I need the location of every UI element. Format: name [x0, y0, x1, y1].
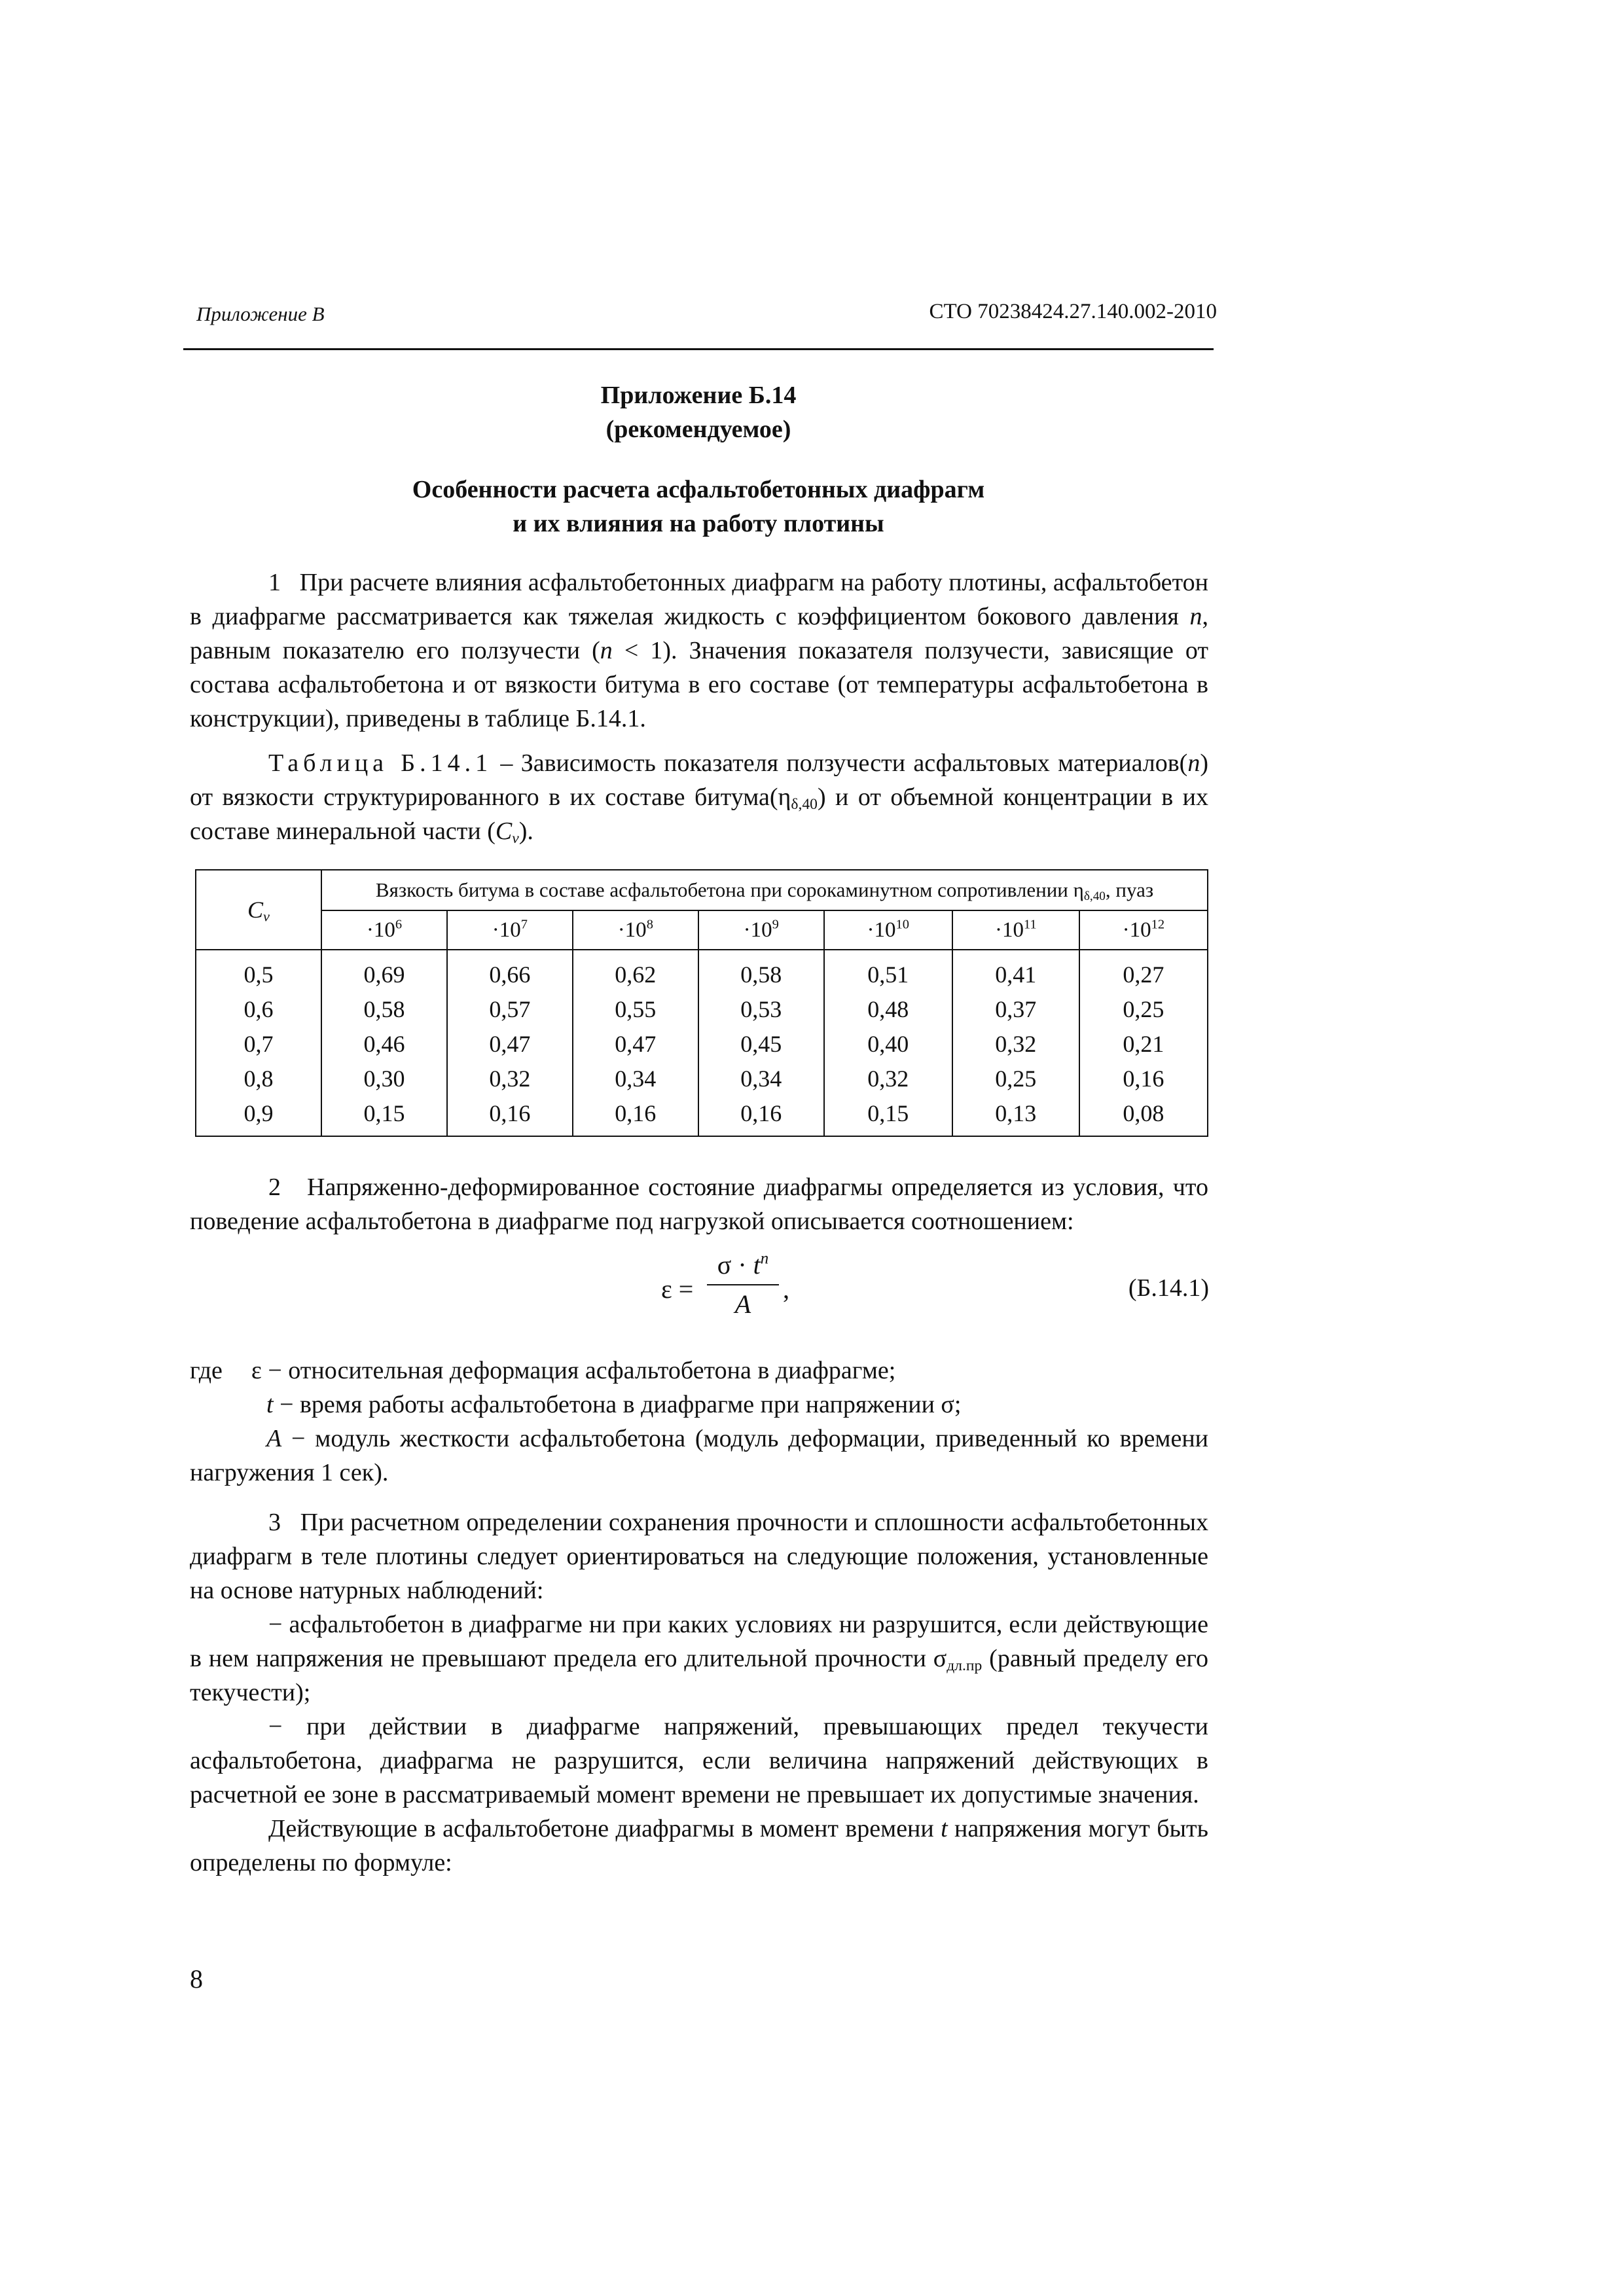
viscosity-column-header	[447, 910, 573, 950]
paragraph-2	[190, 1170, 1208, 1238]
table-cell: 0,40	[824, 1026, 952, 1061]
table-row	[196, 992, 1208, 1026]
formula-denominator: A	[734, 1289, 751, 1319]
column-exponent: 10	[895, 916, 909, 931]
table-row	[196, 1096, 1208, 1136]
section-heading-line-2: и их влияния на работу плотины	[513, 510, 884, 537]
table-cell: 0,69	[321, 950, 447, 992]
section-heading-line-1: Особенности расчета асфальтобетонных диафрагм	[412, 476, 985, 503]
where-line-a	[190, 1422, 1208, 1490]
table-cell: 0,32	[447, 1061, 573, 1096]
table-cell: 0,08	[1079, 1096, 1208, 1136]
eta-subscript: δ,40	[791, 795, 818, 813]
list-item	[190, 1607, 1208, 1710]
header-rule	[183, 348, 1214, 350]
paragraph-text: , равным показателю его ползучести (	[190, 603, 1208, 664]
a-symbol: A	[266, 1425, 282, 1452]
caption-text: – Зависимость показателя ползучести асфальтовых материалов(	[492, 749, 1188, 777]
table-cell: 0,53	[698, 992, 824, 1026]
table-cell: 0,41	[952, 950, 1079, 992]
running-header-right: СТО 70238424.27.140.002-2010	[929, 300, 1217, 323]
column-exponent: 6	[395, 916, 403, 931]
table-label: Таблица Б.14.1	[268, 749, 493, 777]
appendix-status: (рекомендуемое)	[605, 416, 791, 443]
cv-subscript: v	[263, 908, 270, 925]
paragraph-3-final	[190, 1812, 1208, 1880]
table-row	[196, 1061, 1208, 1096]
paragraph-3-intro	[190, 1505, 1208, 1607]
symbol-cv: C	[495, 817, 513, 845]
where-t-text: − время работы асфальтобетона в диафрагме при напряжении σ;	[273, 1391, 962, 1418]
paragraph-text: Напряженно-деформированное состояние диафрагмы определяется из условия, что поведение асфальтобетона в диафрагме под нагрузкой описывается соотношением:	[190, 1174, 1208, 1235]
appendix-title: Приложение Б.14	[600, 382, 797, 409]
table-cell: 0,34	[698, 1061, 824, 1096]
table-caption	[190, 746, 1208, 848]
paragraph-text: При расчете влияния асфальтобетонных диафрагм на работу плотины, асфальтобетон в диафрагме рассматривается как тяжелая жидкость с коэффициентом бокового давления	[190, 569, 1208, 630]
table-cell: 0,30	[321, 1061, 447, 1096]
list-item-text: − асфальтобетон в диафрагме ни при каких условиях ни разрушится, если действующие в нем напряжения не превышают предела его длительной прочности σ	[190, 1611, 1208, 1672]
where-a-text: − модуль жесткости асфальтобетона (модуль деформации, приведенный ко времени нагружения 1 сек).	[190, 1425, 1208, 1486]
symbol-n: n	[1189, 603, 1202, 630]
viscosity-header-unit: , пуаз	[1105, 878, 1154, 901]
table-cell: 0,15	[321, 1096, 447, 1136]
table-cell: 0,51	[824, 950, 952, 992]
cv-cell: 0,9	[196, 1096, 321, 1136]
formula-lhs: ε =	[661, 1274, 694, 1304]
caption-text: ).	[518, 817, 533, 845]
table-cell: 0,55	[573, 992, 698, 1026]
formula-numerator	[707, 1250, 779, 1280]
cv-column-header	[196, 870, 321, 950]
cv-cell: 0,8	[196, 1061, 321, 1096]
table-cell: 0,47	[573, 1026, 698, 1061]
table-cell: 0,32	[824, 1061, 952, 1096]
viscosity-column-header	[321, 910, 447, 950]
table-cell: 0,57	[447, 992, 573, 1026]
table-cell: 0,27	[1079, 950, 1208, 992]
table-cell: 0,25	[1079, 992, 1208, 1026]
table-row	[196, 1026, 1208, 1061]
where-word: где	[190, 1357, 223, 1384]
viscosity-header	[321, 870, 1208, 910]
section-heading-block	[183, 473, 1214, 541]
n-exponent: n	[760, 1249, 769, 1268]
column-exponent: 8	[646, 916, 653, 931]
cv-subscript: v	[512, 829, 519, 847]
caption-text: ) и от объемной концентрации в их составе минеральной части (	[190, 783, 1208, 845]
table-cell: 0,16	[573, 1096, 698, 1136]
list-item-text: (равный пределу его текучести);	[190, 1645, 1208, 1706]
formula-fraction	[707, 1250, 779, 1319]
column-prefix: ·10	[617, 918, 647, 942]
table-cell: 0,37	[952, 992, 1079, 1026]
where-line-eps	[190, 1354, 1208, 1388]
table-cell: 0,58	[321, 992, 447, 1026]
column-exponent: 12	[1151, 916, 1165, 931]
viscosity-column-header	[1079, 910, 1208, 950]
exponent-header-row	[196, 910, 1208, 950]
paragraph-text: При расчетном определении сохранения прочности и сплошности асфальтобетонных диафрагм в теле плотины следует ориентироваться на следующие положения, установленные на основе натурных наблюдений:	[190, 1509, 1208, 1604]
paragraph-number: 2	[268, 1174, 281, 1201]
viscosity-column-header	[952, 910, 1079, 950]
list-item-text: − при действии в диафрагме напряжений, превышающих предел текучести асфальтобетона, диафрагма не разрушится, если величина напряжений действующих в расчетной ее зоне в рассматриваемый момент времени не превышает их допустимые значения.	[190, 1713, 1208, 1808]
viscosity-column-header	[698, 910, 824, 950]
table-cell: 0,21	[1079, 1026, 1208, 1061]
paragraph-text: Действующие в асфальтобетоне диафрагмы в момент времени	[268, 1815, 941, 1842]
table-row	[196, 950, 1208, 992]
paragraph-1	[190, 565, 1208, 736]
table-cell: 0,15	[824, 1096, 952, 1136]
table-body	[196, 950, 1208, 1136]
table-cell: 0,45	[698, 1026, 824, 1061]
column-exponent: 7	[520, 916, 528, 931]
cv-cell: 0,7	[196, 1026, 321, 1061]
table-cell: 0,34	[573, 1061, 698, 1096]
running-header-left: Приложение В	[196, 302, 325, 325]
cv-symbol: C	[247, 897, 264, 923]
column-prefix: ·10	[743, 918, 772, 942]
viscosity-column-header	[824, 910, 952, 950]
caption-text: ) от вязкости структурированного в их составе битума(η	[190, 749, 1208, 811]
table-cell: 0,25	[952, 1061, 1079, 1096]
symbol-n: n	[1187, 749, 1200, 777]
table-cell: 0,48	[824, 992, 952, 1026]
fraction-bar	[707, 1284, 779, 1285]
where-eps-text: ε − относительная деформация асфальтобетона в диафрагме;	[251, 1357, 896, 1384]
paragraph-text: напряжения могут быть определены по формуле:	[190, 1815, 1208, 1876]
column-prefix: ·10	[492, 918, 521, 942]
viscosity-column-header	[573, 910, 698, 950]
t-symbol: t	[941, 1815, 948, 1842]
t-symbol: t	[753, 1250, 761, 1280]
column-prefix: ·10	[867, 918, 896, 942]
t-symbol: t	[266, 1391, 274, 1418]
paragraph-number: 3	[268, 1509, 281, 1536]
column-exponent: 11	[1023, 916, 1037, 931]
paragraph-text: < 1). Значения показателя ползучести, зависящие от состава асфальтобетона и от вязкости битума в его составе (от температуры асфальтобетона в конструкции), приведены в таблице Б.14.1.	[190, 637, 1209, 732]
viscosity-header-text: Вязкость битума в составе асфальтобетона при сорокаминутном сопротивлении η	[375, 878, 1084, 901]
table-cell: 0,13	[952, 1096, 1079, 1136]
table-cell: 0,32	[952, 1026, 1079, 1061]
table-cell: 0,46	[321, 1026, 447, 1061]
where-line-t	[190, 1388, 1208, 1422]
paragraph-number: 1	[268, 569, 281, 596]
sigma-symbol: σ ·	[717, 1250, 753, 1280]
table-cell: 0,16	[1079, 1061, 1208, 1096]
cv-cell: 0,6	[196, 992, 321, 1026]
formula-number: (Б.14.1)	[1128, 1274, 1209, 1302]
column-exponent: 9	[772, 916, 779, 931]
column-prefix: ·10	[366, 918, 395, 942]
cv-cell: 0,5	[196, 950, 321, 992]
formula-comma: ,	[783, 1274, 789, 1304]
creep-index-table	[195, 869, 1208, 1137]
table-cell: 0,16	[698, 1096, 824, 1136]
table-cell: 0,16	[447, 1096, 573, 1136]
column-prefix: ·10	[994, 918, 1024, 942]
sigma-subscript: дл.пр	[947, 1657, 983, 1674]
table-cell: 0,62	[573, 950, 698, 992]
column-prefix: ·10	[1122, 918, 1151, 942]
paragraph-3	[190, 1505, 1208, 1880]
viscosity-header-subscript: δ,40	[1083, 889, 1106, 903]
table-cell: 0,66	[447, 950, 573, 992]
table-cell: 0,47	[447, 1026, 573, 1061]
table-cell: 0,58	[698, 950, 824, 992]
page-number: 8	[190, 1964, 203, 1994]
symbol-n: n	[600, 637, 613, 664]
list-item	[190, 1710, 1208, 1812]
appendix-title-block	[183, 378, 1214, 446]
